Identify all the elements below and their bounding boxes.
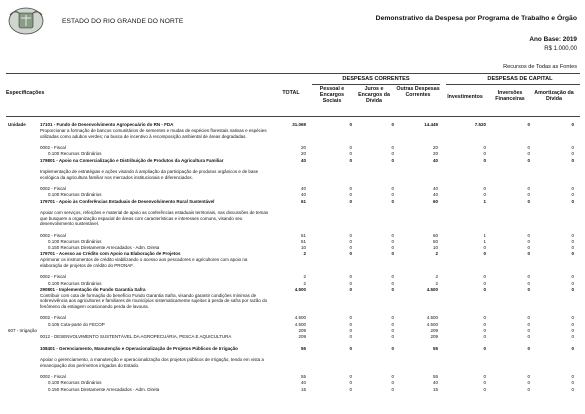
divider: [6, 116, 580, 117]
row-value: 0: [527, 186, 530, 192]
row-value: 0: [527, 157, 530, 163]
row-value: 2: [303, 251, 306, 257]
row-label: 108401 - Gerenciamento, Manutenção e Operacionalização de Projetos Públicos de Irrigação: [40, 345, 238, 351]
row-value: 4.500: [426, 315, 438, 321]
row-description: Proporcionar a formação de bancos comunitários de sementes e mudas de espécies florestais nativas e espécies utilizadas como adubos verdes; na busca de incentivo à recomposição ambiental de áreas degradadas.: [40, 128, 267, 139]
row-value: 0: [527, 151, 530, 157]
row-value: 0: [571, 345, 574, 351]
row-value: 0: [391, 280, 394, 286]
row-value: 0: [571, 274, 574, 280]
row-value: 0: [349, 345, 352, 351]
row-value: 0: [391, 286, 394, 292]
base-year: Ano Base: 2019: [529, 36, 577, 43]
row-value: 55: [300, 374, 306, 380]
col-pessoal: Pessoal e Encargos Sociais: [319, 86, 345, 104]
row-label: 0002 - Fiscal: [40, 232, 66, 238]
divider: [446, 84, 580, 85]
row-value: 55: [300, 345, 306, 351]
row-value: 0: [391, 157, 394, 163]
row-value: 15: [432, 386, 438, 392]
row-value: 0: [527, 245, 530, 250]
row-value: 0: [527, 238, 530, 244]
row-value: 0: [571, 280, 574, 286]
row-value: 40: [432, 157, 438, 163]
row-value: 40: [432, 192, 438, 198]
row-value: 0: [349, 334, 352, 339]
row-value: 0: [391, 151, 394, 157]
row-value: 0: [571, 334, 574, 339]
row-value: 0: [391, 380, 394, 386]
row-value: 0: [391, 198, 394, 204]
row-value: 7.520: [474, 122, 486, 127]
row-value: 0: [483, 380, 486, 386]
row-label: 0.150 Recursos Diretamente Arrecadados - Adm. Direta: [48, 386, 160, 392]
row-value: 2: [435, 274, 438, 280]
row-group: 607 - Irrigação: [8, 327, 38, 333]
row-value: 0: [349, 245, 352, 250]
row-value: 0: [349, 380, 352, 386]
row-label: 0002 - Fiscal: [40, 274, 66, 280]
row-label: 17101 - Fundo de Desenvolvimento Agropecuário do RN - FDA: [40, 122, 174, 127]
row-value: 0: [571, 245, 574, 250]
row-value: 0: [527, 251, 530, 257]
row-value: 20: [432, 151, 438, 157]
row-value: 0: [349, 192, 352, 198]
row-value: 0: [483, 386, 486, 392]
row-value: 0: [527, 280, 530, 286]
row-value: 31.069: [292, 122, 306, 127]
row-value: 0: [391, 245, 394, 250]
row-value: 14.449: [424, 122, 438, 127]
row-label: 0.100 Recursos Ordinários: [48, 238, 102, 244]
row-value: 0: [571, 386, 574, 392]
row-value: 20: [432, 145, 438, 151]
row-value: 0: [349, 251, 352, 257]
col-outras: Outras Despesas Correntes: [396, 86, 440, 98]
row-value: 0: [483, 245, 486, 250]
row-value: 0: [349, 274, 352, 280]
row-description: Apoiar com serviços, refeições e material de apoio as conferências estaduais territoriais, nas discussões de temas que busquem a organização espacial de áreas com características e interesses comuns, visando seu desenvolvimento sustentável.: [40, 210, 269, 226]
row-label: 179801 - Apoio na Comercialização e Distribuição de Produtos da Agricultura Familiar: [40, 157, 224, 163]
row-value: 4.500: [426, 321, 438, 327]
row-label: 179701 - Acesso ao Crédito com Apoio na Elaboração de Projetos: [40, 251, 181, 257]
row-label: 0002 - Fiscal: [40, 145, 66, 151]
row-label: 0.150 Recursos Diretamente Arrecadados - Adm. Direta: [48, 245, 160, 250]
row-value: 0: [483, 315, 486, 321]
row-label: 0.100 Recursos Ordinários: [48, 380, 102, 386]
row-value: 0: [571, 286, 574, 292]
row-value: 0: [391, 334, 394, 339]
row-value: 0: [349, 157, 352, 163]
row-value: 51: [300, 238, 306, 244]
row-value: 10: [300, 245, 306, 250]
row-value: 0: [391, 238, 394, 244]
row-value: 0: [527, 122, 530, 127]
row-value: 0: [391, 274, 394, 280]
row-value: 60: [432, 232, 438, 238]
row-value: 0: [483, 345, 486, 351]
row-value: 0: [349, 386, 352, 392]
row-value: 0: [483, 374, 486, 380]
row-value: 0: [391, 186, 394, 192]
row-value: 0: [483, 286, 486, 292]
row-description: Implementação de estratégias e ações visando à ampliação da participação de produtos orgânicos e de base ecológica da agricultura familiar nos mercados institucionais e diferenciados.: [40, 169, 259, 180]
row-value: 0: [527, 327, 530, 333]
row-value: 0: [483, 151, 486, 157]
row-value: 209: [430, 334, 438, 339]
table-header: [0, 74, 585, 120]
row-value: 4.500: [294, 315, 306, 321]
row-value: 0: [483, 186, 486, 192]
col-juros: Juros e Encargos da Dívida: [358, 86, 390, 104]
row-value: 0: [349, 122, 352, 127]
row-value: 0: [349, 145, 352, 151]
row-value: 0: [527, 345, 530, 351]
col-amort: Amortização da Dívida: [534, 90, 574, 102]
row-label: 0002 - Fiscal: [40, 315, 66, 321]
row-value: 0: [349, 238, 352, 244]
row-value: 209: [298, 334, 306, 339]
row-value: 0: [391, 232, 394, 238]
row-value: 0: [349, 315, 352, 321]
row-value: 40: [432, 380, 438, 386]
row-value: 0: [527, 145, 530, 151]
col-spec: Especificações: [6, 90, 45, 96]
row-value: 0: [571, 327, 574, 333]
row-label: 0.100 Recursos Ordinários: [48, 280, 102, 286]
row-value: 0: [571, 122, 574, 127]
row-value: 1: [483, 198, 486, 204]
row-value: 0: [483, 321, 486, 327]
row-value: 0: [391, 145, 394, 151]
row-description: Aprimorar os instrumentos de crédito viabilizando o acesso aos pescadores e agricultores com apoio na elaboração de projetos de crédito do PRONAF.: [40, 257, 248, 268]
row-value: 0: [483, 334, 486, 339]
row-value: 0: [527, 321, 530, 327]
group-capital: DESPESAS DE CAPITAL: [487, 76, 553, 82]
row-value: 0: [483, 192, 486, 198]
row-value: 0: [349, 186, 352, 192]
row-value: 40: [300, 380, 306, 386]
row-value: 60: [432, 198, 438, 204]
group-current: DESPESAS CORRENTES: [342, 76, 410, 82]
row-value: 209: [430, 327, 438, 333]
row-value: 0: [391, 327, 394, 333]
row-value: 0: [349, 232, 352, 238]
row-value: 0: [571, 157, 574, 163]
row-value: 40: [300, 186, 306, 192]
row-value: 1: [483, 232, 486, 238]
row-value: 0: [349, 286, 352, 292]
row-value: 0: [571, 198, 574, 204]
row-description: Apoiar o gerenciamento, a manutenção e operacionalização dos projetos públicos de irrigação, tendo em vista a emancipação dos perímetros irrigados do Estado.: [40, 357, 264, 368]
row-value: 0: [571, 238, 574, 244]
row-value: 4.500: [426, 286, 438, 292]
row-value: 0: [391, 321, 394, 327]
row-value: 0: [349, 374, 352, 380]
row-value: 55: [432, 374, 438, 380]
row-value: 0: [349, 280, 352, 286]
row-value: 0: [483, 280, 486, 286]
report-header: [0, 0, 585, 62]
state-name: ESTADO DO RIO GRANDE DO NORTE: [62, 18, 184, 25]
row-value: 4.500: [294, 321, 306, 327]
row-value: 0: [571, 380, 574, 386]
row-label: 0.100 Recursos Ordinários: [48, 151, 102, 157]
row-value: 0: [571, 145, 574, 151]
row-value: 0: [527, 198, 530, 204]
row-label: 0.105 Cota-parte do FECOP: [48, 321, 105, 327]
row-value: 4.500: [294, 286, 306, 292]
row-value: 0: [527, 315, 530, 321]
row-value: 0: [527, 334, 530, 339]
row-value: 209: [298, 327, 306, 333]
row-label: 290801 - Implementação do Fundo Garantia Safra: [40, 286, 146, 292]
state-coat-of-arms-icon: [6, 6, 46, 36]
row-value: 0: [527, 274, 530, 280]
row-value: 2: [303, 274, 306, 280]
row-value: 40: [300, 192, 306, 198]
row-value: 0: [391, 251, 394, 257]
row-value: 55: [432, 345, 438, 351]
row-value: 0: [391, 386, 394, 392]
document-title: Demonstrativo da Despesa por Programa de Trabalho e Órgão: [375, 15, 577, 22]
row-value: 0: [391, 345, 394, 351]
row-value: 0: [527, 192, 530, 198]
row-value: 40: [300, 157, 306, 163]
row-value: 20: [300, 151, 306, 157]
row-label: 0012 - DESENVOLVIMENTO SUSTENTÁVEL DA AGROPECUÁRIA, PESCA E AQUICULTURA: [40, 334, 232, 339]
row-value: 0: [571, 186, 574, 192]
row-description: Contribuir com cota de formação do benefício Fundo Garantia Safra, visando garantir condições mínimas de sobrevivência aos agricultores e familiares de municípios sistematicamente sujeitos à perda de safra por razão do fenômeno da estiagem ocasionando perda de lavoura.: [40, 293, 268, 309]
row-value: 0: [483, 145, 486, 151]
row-value: 2: [435, 251, 438, 257]
row-value: 0: [483, 251, 486, 257]
row-label: 0.100 Recursos Ordinários: [48, 192, 102, 198]
row-value: 0: [391, 374, 394, 380]
row-value: 0: [391, 122, 394, 127]
row-value: 1: [483, 238, 486, 244]
row-value: 0: [349, 327, 352, 333]
row-value: 61: [300, 198, 306, 204]
divider: [312, 84, 440, 85]
row-label: 0002 - Fiscal: [40, 186, 66, 192]
row-value: 0: [527, 380, 530, 386]
row-value: 61: [300, 232, 306, 238]
row-value: 0: [527, 232, 530, 238]
row-value: 2: [303, 280, 306, 286]
sources-label: Recursos de Todas as Fontes: [503, 64, 577, 70]
row-value: 0: [571, 251, 574, 257]
row-value: 20: [300, 145, 306, 151]
row-value: 0: [391, 315, 394, 321]
row-value: 0: [527, 386, 530, 392]
row-value: 0: [483, 327, 486, 333]
row-value: 10: [432, 245, 438, 250]
row-value: 0: [571, 315, 574, 321]
row-value: 0: [349, 321, 352, 327]
row-value: 0: [571, 374, 574, 380]
col-total: TOTAL: [282, 90, 300, 96]
row-group: Unidade: [8, 122, 26, 127]
row-label: 179701 - Apoio às Conferências Estaduais de Desenvolvimento Rural Sustentável: [40, 198, 215, 204]
row-value: 0: [571, 151, 574, 157]
row-value: 0: [571, 321, 574, 327]
row-value: 0: [483, 157, 486, 163]
row-value: 50: [432, 238, 438, 244]
row-value: 0: [349, 198, 352, 204]
row-value: 0: [527, 286, 530, 292]
col-invest: Investimentos: [447, 94, 483, 100]
col-inversoes: Inversões Financeiras: [495, 90, 525, 102]
row-value: 15: [300, 386, 306, 392]
row-value: 0: [391, 192, 394, 198]
row-value: 0: [483, 274, 486, 280]
row-value: 40: [432, 186, 438, 192]
row-value: 0: [571, 192, 574, 198]
row-value: 2: [435, 280, 438, 286]
row-value: 0: [349, 151, 352, 157]
row-label: 0002 - Fiscal: [40, 374, 66, 380]
row-value: 0: [527, 374, 530, 380]
row-value: 0: [571, 232, 574, 238]
currency-unit: R$ 1.000,00: [544, 46, 577, 52]
